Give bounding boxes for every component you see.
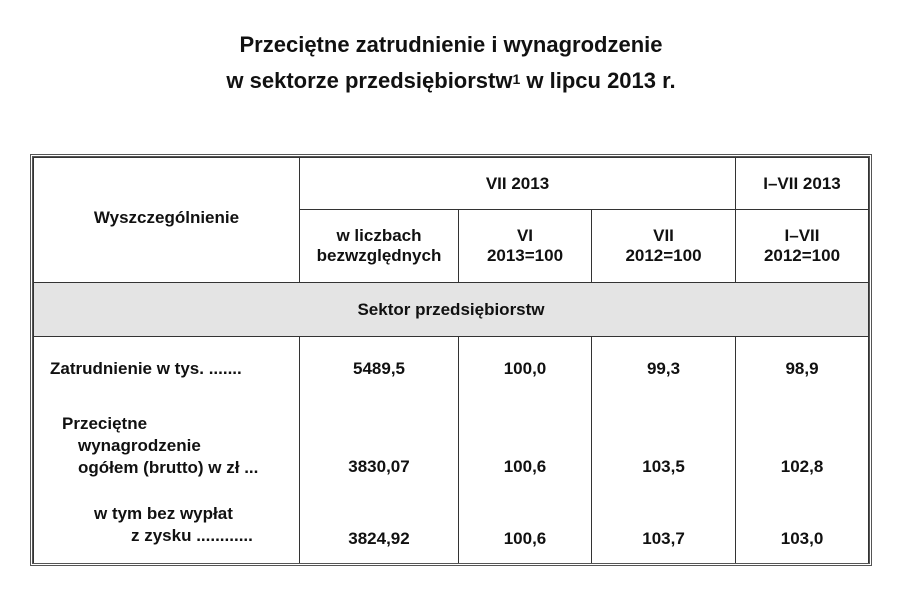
title-line-2 [0, 68, 902, 94]
cell: 100,6 [459, 485, 592, 564]
label-line: wynagrodzenie [78, 435, 201, 455]
subheader-absolute [300, 210, 459, 283]
subheader-line: I–VII [784, 226, 820, 245]
cell: 98,9 [736, 337, 869, 401]
cell: 5489,5 [300, 337, 459, 401]
data-table [30, 154, 872, 566]
title-text-end: w lipcu 2013 r. [520, 68, 676, 93]
subheader-line: VI [516, 226, 534, 245]
subheader-line: w liczbach [336, 226, 422, 245]
label-line: ogółem (brutto) w zł ... [78, 457, 259, 477]
cell: 103,7 [592, 485, 736, 564]
subheader-line: 2012=100 [625, 246, 702, 265]
cell: 103,0 [736, 485, 869, 564]
title-text: w sektorze przedsiębiorstw [226, 68, 513, 93]
label-line: z zysku ............ [131, 526, 253, 545]
row-label-employment: Zatrudnienie w tys. ....... [34, 337, 300, 401]
subheader-vi-2013 [459, 210, 592, 283]
row-label-wage-excl-profit [34, 485, 300, 564]
footnote-mark: 1 [512, 71, 521, 87]
header-group-i-vii-2013: I–VII 2013 [736, 158, 869, 210]
cell: 100,0 [459, 337, 592, 401]
header-wyszczegolnienie: Wyszczególnienie [34, 158, 300, 283]
cell: 99,3 [592, 337, 736, 401]
title-line-1: Przeciętne zatrudnienie i wynagrodzenie [239, 32, 663, 57]
subheader-line: bezwzględnych [316, 246, 442, 265]
cell: 3830,07 [300, 401, 459, 485]
subheader-vii-2012 [592, 210, 736, 283]
subheader-i-vii-2012 [736, 210, 869, 283]
row-label-wage [34, 401, 300, 485]
cell: 103,5 [592, 401, 736, 485]
header-group-vii-2013: VII 2013 [300, 158, 736, 210]
label-line: Przeciętne [62, 413, 148, 433]
cell: 102,8 [736, 401, 869, 485]
section-header: Sektor przedsiębiorstw [34, 283, 869, 337]
cell: 3824,92 [300, 485, 459, 564]
subheader-line: VII [653, 226, 674, 245]
label-line: w tym bez wypłat [94, 504, 233, 523]
subheader-line: 2012=100 [763, 246, 841, 265]
cell: 100,6 [459, 401, 592, 485]
subheader-line: 2013=100 [486, 246, 564, 265]
